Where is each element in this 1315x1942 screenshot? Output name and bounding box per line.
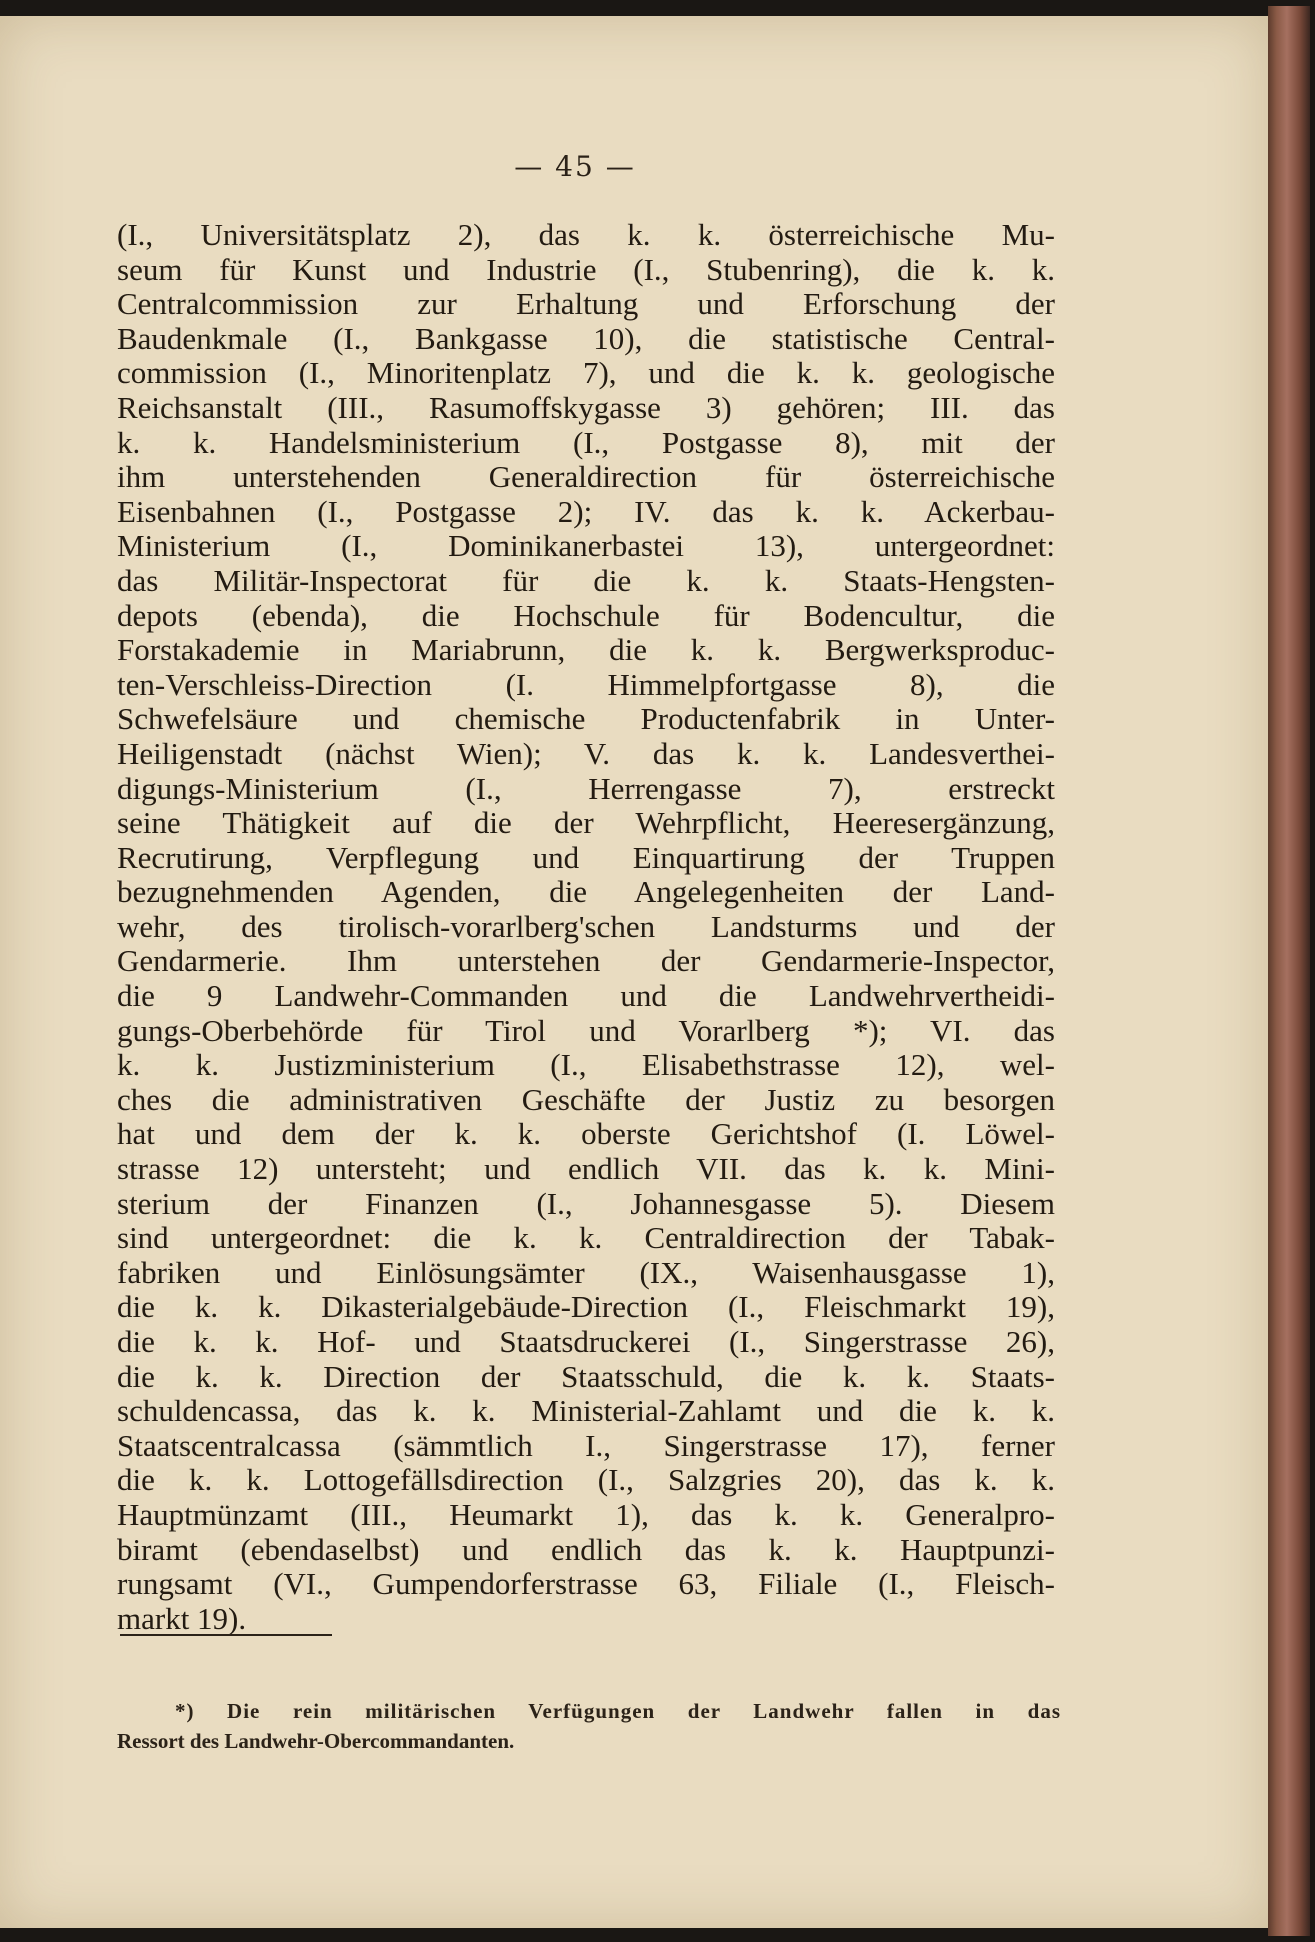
text-line: wehr, des tirolisch-vorarlberg'schen Landsturms und der xyxy=(117,908,1055,944)
text-line: sterium der Finanzen (I., Johannesgasse 5). Diesem xyxy=(117,1185,1055,1221)
text-line: die k. k. Lottogefällsdirection (I., Salzgries 20), das k. k. xyxy=(117,1462,1055,1498)
page-number: — 45 — xyxy=(514,150,636,183)
text-line: strasse 12) untersteht; und endlich VII. das k. k. Mini- xyxy=(117,1151,1055,1187)
text-line: bezugnehmenden Agenden, die Angelegenheiten der Land- xyxy=(117,874,1055,910)
text-line: commission (I., Minoritenplatz 7), und die k. k. geologische xyxy=(117,355,1055,391)
body-text xyxy=(117,218,1055,1636)
text-line: seine Thätigkeit auf die der Wehrpflicht, Heeresergänzung, xyxy=(117,805,1055,841)
text-line: hat und dem der k. k. oberste Gerichtshof (I. Löwel- xyxy=(117,1116,1055,1152)
text-line: Hauptmünzamt (III., Heumarkt 1), das k. k. Generalpro- xyxy=(117,1496,1055,1532)
text-line: die 9 Landwehr-Commanden und die Landwehrvertheidi- xyxy=(117,978,1055,1014)
text-line: (I., Universitätsplatz 2), das k. k. österreichische Mu- xyxy=(117,217,1055,252)
text-line: rungsamt (VI., Gumpendorferstrasse 63, Filiale (I., Fleisch- xyxy=(117,1566,1055,1602)
text-line: ihm unterstehenden Generaldirection für österreichische xyxy=(117,459,1055,495)
text-line: digungs-Ministerium (I., Herrengasse 7), erstreckt xyxy=(117,770,1055,806)
text-line: Schwefelsäure und chemische Productenfabrik in Unter- xyxy=(117,701,1055,737)
text-line: Ministerium (I., Dominikanerbastei 13), untergeordnet: xyxy=(117,528,1055,564)
text-line: Staatscentralcassa (sämmtlich I., Singerstrasse 17), ferner xyxy=(117,1427,1055,1463)
footnote-divider xyxy=(120,1634,332,1636)
footnote-line: *) Die rein militärischen Verfügungen der Landwehr fallen in das xyxy=(175,1699,1061,1723)
text-line: die k. k. Dikasterialgebäude-Direction (I., Fleischmarkt 19), xyxy=(117,1289,1055,1325)
text-line: Gendarmerie. Ihm unterstehen der Gendarmerie-Inspector, xyxy=(117,943,1055,979)
text-line: Baudenkmale (I., Bankgasse 10), die statistische Central- xyxy=(117,320,1055,356)
footnote xyxy=(117,1696,1061,1756)
text-line: ches die administrativen Geschäfte der Justiz zu besorgen xyxy=(117,1081,1055,1117)
text-line: fabriken und Einlösungsämter (IX., Waisenhausgasse 1), xyxy=(117,1254,1055,1290)
text-line: die k. k. Direction der Staatsschuld, die k. k. Staats- xyxy=(117,1358,1055,1394)
text-line: k. k. Justizministerium (I., Elisabethstrasse 12), wel- xyxy=(117,1047,1055,1083)
text-line: Heiligenstadt (nächst Wien); V. das k. k. Landesverthei- xyxy=(117,735,1055,771)
text-line: Eisenbahnen (I., Postgasse 2); IV. das k. k. Ackerbau- xyxy=(117,493,1055,529)
text-line: markt 19). xyxy=(117,1600,247,1636)
text-line: die k. k. Hof- und Staatsdruckerei (I., Singerstrasse 26), xyxy=(117,1324,1055,1359)
text-line: schuldencassa, das k. k. Ministerial-Zahlamt und die k. k. xyxy=(117,1393,1055,1429)
text-line: biramt (ebendaselbst) und endlich das k. k. Hauptpunzi- xyxy=(117,1531,1055,1567)
text-line: sind untergeordnet: die k. k. Centraldirection der Tabak- xyxy=(117,1220,1055,1256)
text-line: das Militär-Inspectorat für die k. k. Staats-Hengsten- xyxy=(117,562,1055,598)
book-spine xyxy=(1268,6,1310,1936)
text-line: seum für Kunst und Industrie (I., Stubenring), die k. k. xyxy=(117,251,1055,287)
text-line: Forstakademie in Mariabrunn, die k. k. Bergwerksproduc- xyxy=(117,632,1055,668)
text-line: k. k. Handelsministerium (I., Postgasse 8), mit der xyxy=(117,424,1055,460)
text-line: gungs-Oberbehörde für Tirol und Vorarlberg *); VI. das xyxy=(117,1012,1055,1048)
text-line: Centralcommission zur Erhaltung und Erforschung der xyxy=(117,286,1055,322)
footnote-line: Ressort des Landwehr-Obercommandanten. xyxy=(117,1729,515,1753)
text-line: depots (ebenda), die Hochschule für Bodencultur, die xyxy=(117,597,1055,633)
text-line: Recrutirung, Verpflegung und Einquartirung der Truppen xyxy=(117,839,1055,875)
text-line: ten-Verschleiss-Direction (I. Himmelpfortgasse 8), die xyxy=(117,666,1055,702)
text-line: Reichsanstalt (III., Rasumoffskygasse 3) gehören; III. das xyxy=(117,389,1055,425)
